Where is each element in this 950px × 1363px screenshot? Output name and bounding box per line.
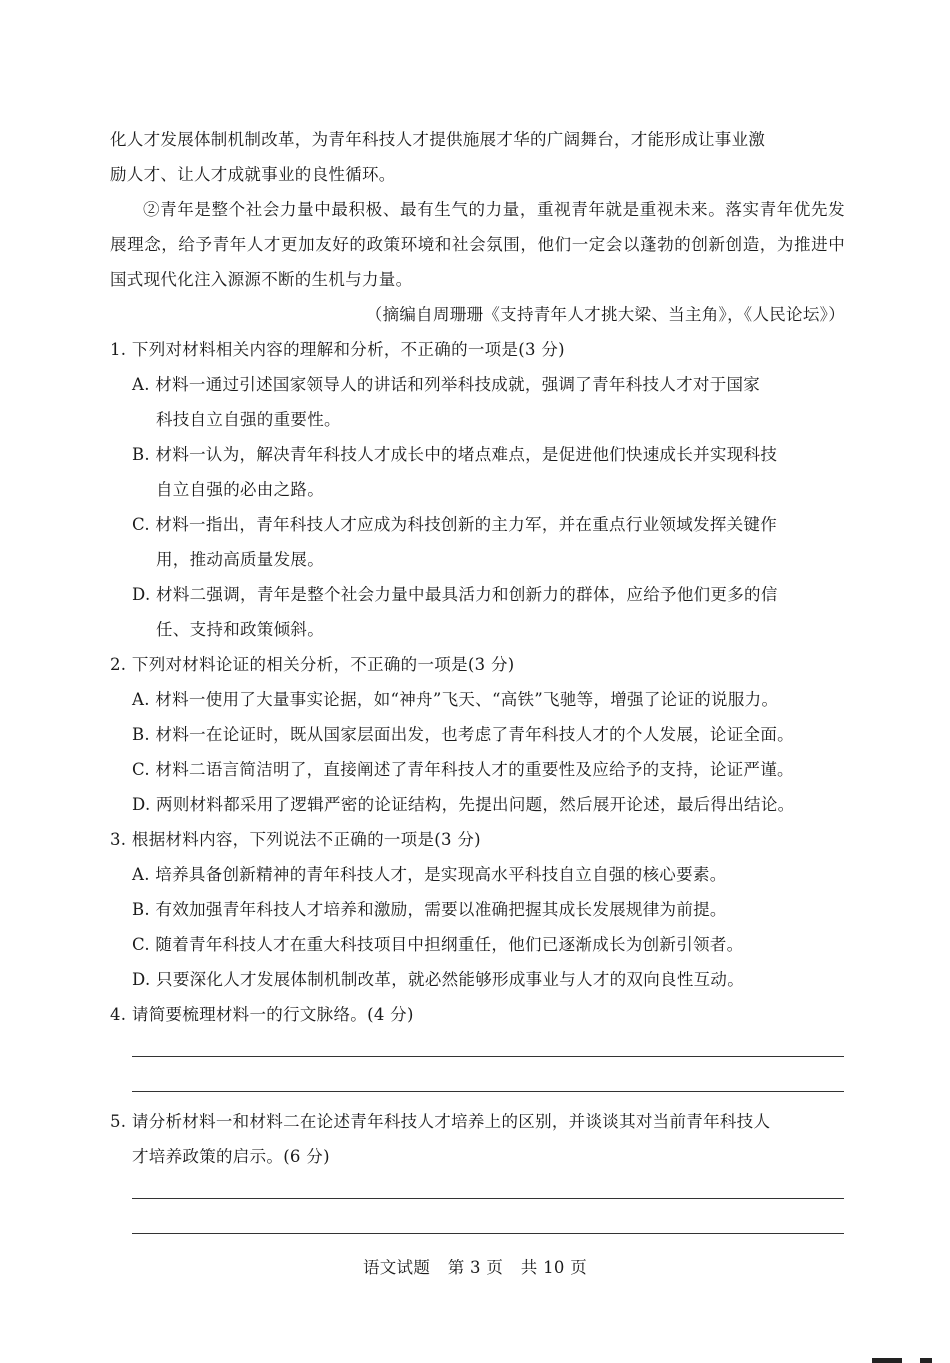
question-1-option-a: A. 材料一通过引述国家领导人的讲话和列举科技成就，强调了青年科技人才对于国家: [132, 375, 761, 394]
question-2-option-c: C. 材料二语言简洁明了，直接阐述了青年科技人才的重要性及应给予的支持，论证严谨。: [132, 760, 794, 779]
page-footer: [0, 1254, 950, 1278]
question-1-option-d: D. 材料二强调，青年是整个社会力量中最具活力和创新力的群体，应给予他们更多的信: [132, 585, 778, 604]
question-1-option-b: B. 材料一认为，解决青年科技人才成长中的堵点难点，是促进他们快速成长并实现科技: [132, 445, 778, 464]
question-5-stem-line1: 5. 请分析材料一和材料二在论述青年科技人才培养上的区别，并谈谈其对当前青年科技人: [110, 1112, 771, 1131]
passage-para1-line1: 化人才发展体制机制改革，为青年科技人才提供施展才华的广阔舞台，才能形成让事业激: [110, 130, 766, 149]
passage-source: （摘编自周珊珊《支持青年人才挑大梁、当主角》，《人民论坛》）: [365, 305, 845, 324]
question-2-option-d: D. 两则材料都采用了逻辑严密的论证结构，先提出问题，然后展开论述，最后得出结论。: [132, 795, 795, 814]
question-5-answer-line-2[interactable]: [132, 1233, 844, 1234]
question-1-option-d-cont: 任、支持和政策倾斜。: [156, 620, 324, 639]
page-content: [110, 122, 845, 1234]
question-1-stem: 1. 下列对材料相关内容的理解和分析，不正确的一项是(3 分): [110, 340, 565, 359]
question-3-option-b: B. 有效加强青年科技人才培养和激励，需要以准确把握其成长发展规律为前提。: [132, 900, 727, 919]
footer-page-number: 第 3 页: [447, 1258, 504, 1277]
question-1-option-c: C. 材料一指出，青年科技人才应成为科技创新的主力军，并在重点行业领域发挥关键作: [132, 515, 778, 534]
question-4-stem: 4. 请简要梳理材料一的行文脉络。(4 分): [110, 1005, 414, 1024]
question-2-option-b: B. 材料一在论证时，既从国家层面出发，也考虑了青年科技人才的个人发展，论证全面。: [132, 725, 794, 744]
question-3-option-a: A. 培养具备创新精神的青年科技人才，是实现高水平科技自立自强的核心要素。: [132, 865, 727, 884]
passage-para1-line2: 励人才、让人才成就事业的良性循环。: [110, 165, 396, 184]
scan-corner-mark: [872, 1355, 932, 1363]
question-2-option-a: A. 材料一使用了大量事实论据，如“神舟”飞天、“高铁”飞驰等，增强了论证的说服力。: [132, 690, 779, 709]
question-3-option-c: C. 随着青年科技人才在重大科技项目中担纲重任，他们已逐渐成长为创新引领者。: [132, 935, 744, 954]
question-1-option-a-cont: 科技自立自强的重要性。: [156, 410, 341, 429]
passage-para2: ②青年是整个社会力量中最积极、最有生气的力量，重视青年就是重视未来。落实青年优先发展理念，给予青年人才更加友好的政策环境和社会氛围，他们一定会以蓬勃的创新创造，为推进中国式现代化注入源源不断的生机与力量。: [110, 200, 845, 289]
question-3-option-d: D. 只要深化人才发展体制机制改革，就必然能够形成事业与人才的双向良性互动。: [132, 970, 745, 989]
question-1-option-b-cont: 自立自强的必由之路。: [156, 480, 324, 499]
question-1-option-c-cont: 用，推动高质量发展。: [156, 550, 324, 569]
question-2-stem: 2. 下列对材料论证的相关分析，不正确的一项是(3 分): [110, 655, 515, 674]
footer-subject: 语文试题: [362, 1258, 431, 1277]
footer-total-pages: 共 10 页: [520, 1258, 588, 1277]
question-5-stem-line2: 才培养政策的启示。(6 分): [132, 1147, 330, 1166]
question-3-stem: 3. 根据材料内容，下列说法不正确的一项是(3 分): [110, 830, 481, 849]
